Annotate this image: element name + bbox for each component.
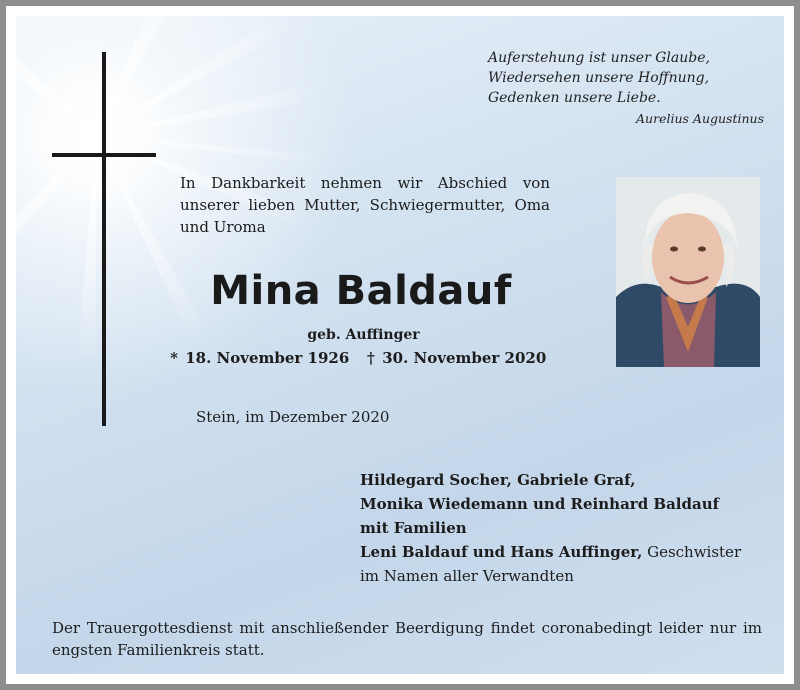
cross-icon-horizontal: [52, 153, 156, 157]
maiden-name: geb. Auffinger: [307, 327, 420, 343]
death-date: 30. November 2020: [382, 349, 547, 367]
quote-line: Auferstehung ist unser Glaube,: [488, 50, 710, 66]
intro-text: In Dankbarkeit nehmen wir Abschied von unserer lieben Mutter, Schwiegermutter, Oma und Uroma: [180, 174, 550, 236]
quote-block: [464, 48, 764, 129]
quote-line: Wiedersehen unsere Hoffnung,: [488, 70, 710, 86]
service-notice: Der Trauergottesdienst mit anschließender Beerdigung findet coronabedingt leider nur im engsten Familienkreis statt.: [52, 619, 762, 659]
birth-date: 18. November 1926: [185, 349, 350, 367]
mourner-siblings: Leni Baldauf und Hans Auffinger,: [360, 543, 643, 561]
death-cross-icon: †: [367, 349, 375, 367]
quote-line: Gedenken unsere Liebe.: [488, 90, 661, 106]
life-dates: [168, 349, 588, 367]
deceased-name: Mina Baldauf: [210, 268, 512, 314]
mourner-line: [360, 540, 780, 564]
portrait-photo: [616, 177, 760, 367]
obituary-frame: [6, 6, 794, 684]
mourner-line: im Namen aller Verwandten: [360, 567, 574, 585]
cross-icon-vertical: [102, 52, 106, 426]
mourner-line: mit Familien: [360, 519, 467, 537]
place-date: Stein, im Dezember 2020: [196, 408, 390, 426]
mourners-block: [360, 468, 780, 588]
mourner-relation: Geschwister: [642, 543, 742, 561]
obituary-card: [16, 16, 784, 674]
mourner-line: Monika Wiedemann und Reinhard Baldauf: [360, 495, 720, 513]
birth-symbol: *: [170, 349, 178, 367]
quote-author: Aurelius Augustinus: [636, 111, 764, 126]
mourner-line: Hildegard Socher, Gabriele Graf,: [360, 471, 636, 489]
